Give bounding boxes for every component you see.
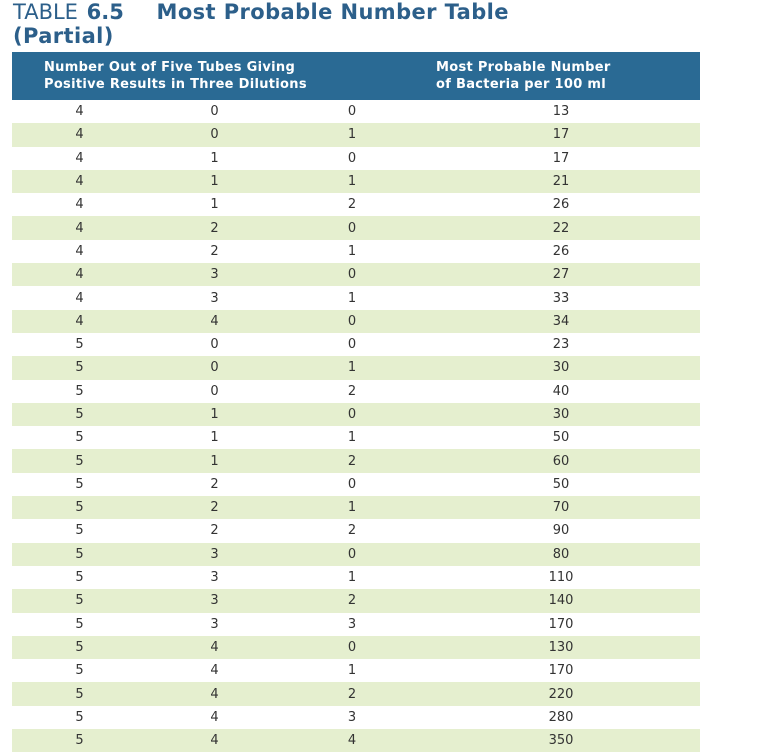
cell-dilution-3: 1 (282, 659, 422, 682)
cell-mpn: 60 (422, 449, 700, 472)
cell-mpn: 280 (422, 706, 700, 729)
table-row (12, 496, 700, 519)
cell-dilution-3: 4 (282, 729, 422, 752)
cell-dilution-2: 2 (147, 216, 282, 239)
cell-dilution-1: 4 (12, 147, 147, 170)
table-row (12, 240, 700, 263)
cell-dilution-3: 0 (282, 333, 422, 356)
cell-dilution-2: 4 (147, 729, 282, 752)
cell-dilution-3: 2 (282, 380, 422, 403)
cell-mpn: 170 (422, 613, 700, 636)
cell-mpn: 170 (422, 659, 700, 682)
header-tubes (12, 52, 422, 100)
cell-mpn: 23 (422, 333, 700, 356)
cell-dilution-3: 1 (282, 170, 422, 193)
cell-mpn: 90 (422, 519, 700, 542)
table-row (12, 543, 700, 566)
cell-dilution-3: 0 (282, 473, 422, 496)
cell-dilution-1: 5 (12, 566, 147, 589)
table-row (12, 659, 700, 682)
cell-mpn: 50 (422, 473, 700, 496)
cell-dilution-1: 5 (12, 636, 147, 659)
cell-dilution-1: 5 (12, 589, 147, 612)
cell-mpn: 22 (422, 216, 700, 239)
cell-mpn: 13 (422, 100, 700, 123)
cell-dilution-2: 1 (147, 193, 282, 216)
cell-dilution-3: 0 (282, 543, 422, 566)
table-row (12, 286, 700, 309)
cell-mpn: 33 (422, 286, 700, 309)
cell-mpn: 26 (422, 193, 700, 216)
cell-dilution-2: 2 (147, 240, 282, 263)
table-row (12, 426, 700, 449)
cell-dilution-1: 5 (12, 403, 147, 426)
table-row (12, 123, 700, 146)
cell-dilution-2: 4 (147, 706, 282, 729)
cell-dilution-2: 0 (147, 356, 282, 379)
cell-dilution-3: 1 (282, 426, 422, 449)
cell-mpn: 220 (422, 682, 700, 705)
table-row (12, 170, 700, 193)
cell-dilution-1: 5 (12, 706, 147, 729)
table-number: 6.5 (86, 0, 124, 24)
cell-mpn: 30 (422, 356, 700, 379)
cell-dilution-1: 4 (12, 310, 147, 333)
table-title (13, 0, 713, 48)
table-row (12, 473, 700, 496)
cell-dilution-2: 3 (147, 543, 282, 566)
cell-dilution-2: 3 (147, 263, 282, 286)
cell-mpn: 17 (422, 123, 700, 146)
table-row (12, 613, 700, 636)
cell-dilution-1: 5 (12, 426, 147, 449)
cell-dilution-3: 0 (282, 636, 422, 659)
cell-dilution-1: 5 (12, 380, 147, 403)
cell-mpn: 21 (422, 170, 700, 193)
cell-dilution-2: 0 (147, 380, 282, 403)
cell-dilution-3: 1 (282, 240, 422, 263)
cell-dilution-2: 4 (147, 310, 282, 333)
table-row (12, 380, 700, 403)
header-row (12, 52, 700, 100)
table-subtitle: (Partial) (13, 24, 114, 48)
cell-dilution-3: 1 (282, 123, 422, 146)
table-label: TABLE (13, 0, 78, 24)
cell-dilution-2: 0 (147, 100, 282, 123)
cell-dilution-1: 5 (12, 729, 147, 752)
cell-dilution-2: 4 (147, 636, 282, 659)
cell-mpn: 70 (422, 496, 700, 519)
cell-dilution-3: 1 (282, 356, 422, 379)
cell-dilution-3: 2 (282, 519, 422, 542)
cell-dilution-1: 4 (12, 240, 147, 263)
header-mpn-line1: Most Probable Number (436, 60, 611, 75)
cell-mpn: 30 (422, 403, 700, 426)
cell-mpn: 140 (422, 589, 700, 612)
cell-dilution-1: 4 (12, 263, 147, 286)
cell-dilution-1: 5 (12, 356, 147, 379)
table-row (12, 589, 700, 612)
mpn-table (12, 52, 700, 752)
cell-dilution-2: 2 (147, 496, 282, 519)
table-row (12, 356, 700, 379)
cell-dilution-3: 0 (282, 403, 422, 426)
cell-dilution-1: 4 (12, 286, 147, 309)
cell-mpn: 80 (422, 543, 700, 566)
table-row (12, 519, 700, 542)
cell-dilution-1: 5 (12, 543, 147, 566)
table-main-title: Most Probable Number Table (156, 0, 509, 24)
cell-dilution-1: 5 (12, 473, 147, 496)
cell-dilution-2: 4 (147, 682, 282, 705)
table-row (12, 729, 700, 752)
cell-dilution-3: 2 (282, 449, 422, 472)
cell-dilution-3: 0 (282, 310, 422, 333)
cell-dilution-2: 0 (147, 123, 282, 146)
cell-dilution-2: 0 (147, 333, 282, 356)
cell-dilution-1: 4 (12, 123, 147, 146)
table-row (12, 706, 700, 729)
table-row (12, 333, 700, 356)
table-row (12, 100, 700, 123)
table-row (12, 636, 700, 659)
cell-mpn: 350 (422, 729, 700, 752)
table-row (12, 566, 700, 589)
cell-dilution-2: 1 (147, 449, 282, 472)
cell-dilution-1: 4 (12, 100, 147, 123)
cell-mpn: 130 (422, 636, 700, 659)
table-row (12, 403, 700, 426)
table-header (12, 52, 700, 100)
table-row (12, 310, 700, 333)
cell-dilution-1: 5 (12, 659, 147, 682)
cell-dilution-3: 1 (282, 496, 422, 519)
cell-dilution-2: 3 (147, 286, 282, 309)
cell-dilution-1: 4 (12, 170, 147, 193)
cell-dilution-2: 4 (147, 659, 282, 682)
cell-dilution-2: 2 (147, 519, 282, 542)
cell-mpn: 50 (422, 426, 700, 449)
cell-mpn: 40 (422, 380, 700, 403)
header-tubes-line1: Number Out of Five Tubes Giving (44, 60, 296, 75)
cell-dilution-3: 3 (282, 613, 422, 636)
cell-dilution-1: 5 (12, 333, 147, 356)
table-body (12, 100, 700, 752)
cell-mpn: 26 (422, 240, 700, 263)
cell-dilution-3: 0 (282, 216, 422, 239)
cell-dilution-3: 2 (282, 682, 422, 705)
header-mpn-line2: of Bacteria per 100 ml (436, 77, 607, 92)
header-tubes-line2: Positive Results in Three Dilutions (44, 77, 307, 92)
cell-dilution-3: 2 (282, 589, 422, 612)
table-row (12, 147, 700, 170)
cell-dilution-3: 2 (282, 193, 422, 216)
cell-dilution-2: 3 (147, 613, 282, 636)
cell-mpn: 17 (422, 147, 700, 170)
cell-dilution-1: 5 (12, 449, 147, 472)
cell-dilution-3: 1 (282, 286, 422, 309)
table-row (12, 449, 700, 472)
cell-dilution-2: 1 (147, 170, 282, 193)
cell-dilution-2: 3 (147, 566, 282, 589)
cell-mpn: 27 (422, 263, 700, 286)
table-row (12, 682, 700, 705)
cell-dilution-1: 4 (12, 193, 147, 216)
title-line (13, 0, 713, 24)
cell-dilution-3: 0 (282, 147, 422, 170)
table-row (12, 193, 700, 216)
cell-dilution-1: 5 (12, 519, 147, 542)
cell-dilution-2: 1 (147, 147, 282, 170)
cell-dilution-2: 1 (147, 426, 282, 449)
cell-dilution-3: 0 (282, 263, 422, 286)
header-mpn (422, 52, 700, 100)
cell-dilution-2: 1 (147, 403, 282, 426)
cell-dilution-1: 5 (12, 613, 147, 636)
cell-dilution-1: 5 (12, 682, 147, 705)
cell-mpn: 110 (422, 566, 700, 589)
table-row (12, 216, 700, 239)
cell-dilution-1: 5 (12, 496, 147, 519)
cell-dilution-2: 2 (147, 473, 282, 496)
cell-dilution-1: 4 (12, 216, 147, 239)
cell-dilution-3: 1 (282, 566, 422, 589)
table-row (12, 263, 700, 286)
cell-dilution-3: 0 (282, 100, 422, 123)
cell-dilution-2: 3 (147, 589, 282, 612)
cell-mpn: 34 (422, 310, 700, 333)
cell-dilution-3: 3 (282, 706, 422, 729)
